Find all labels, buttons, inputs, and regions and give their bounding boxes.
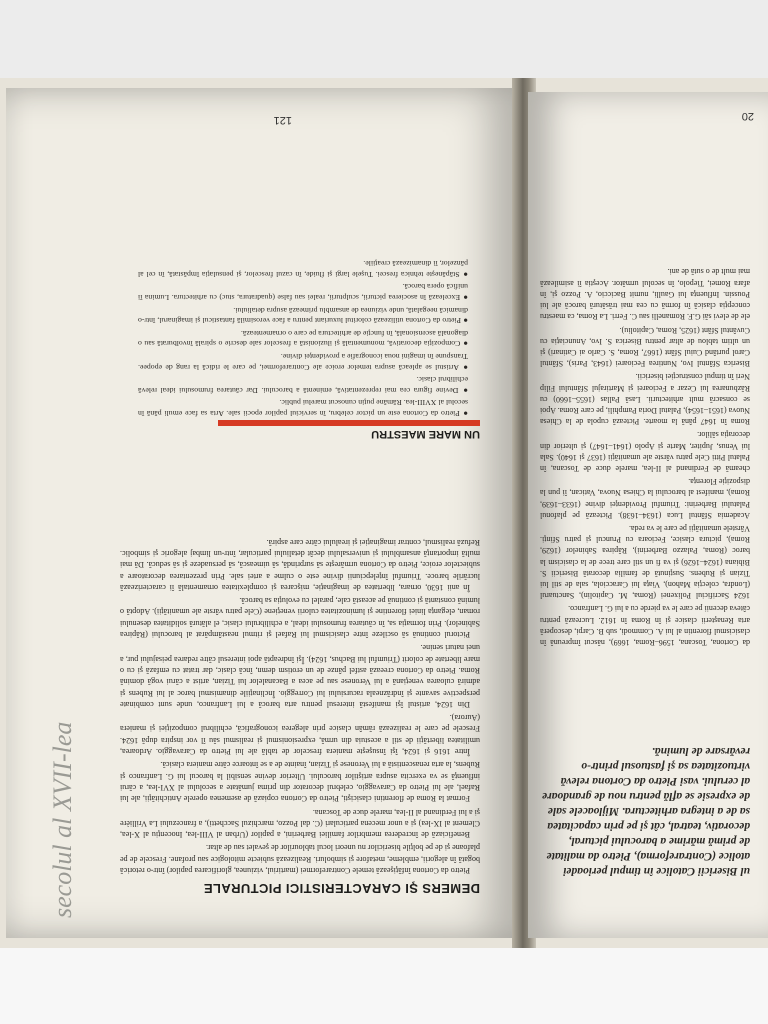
paragraph: Pietro da Cortona înfăţişează temele Contrareformei (martiriul, viziunea, glorificarea papilor) într-o retorică bogată în alegorii, embleme, metafore şi simboluri. Realizează subiecte mitologice sau profane. Frescele de pe plafoane şi de pe bolţile bisericilor nu uneori locul tablourilor de şevalet sau de altar. [120,843,480,875]
bullet-item: ● Pietro da Cortona este un pictor celebru, în serviciul papilor epocii sale. Arta sa face emuli până în secolul al XVIII-lea. Rămâne puţin cunoscut marelui public. [138,398,468,418]
left-page [6,88,520,938]
right-body-text [540,264,750,648]
paragraph: Între 1616 şi 1624, îşi însuşeşte maniera frescelor de tablă ale lui Pietro da Caravaggio. Ardoarea, umilitatea libertăţii de stil a acestuia din urmă, expresionismul şi realismul său îl vor inspira după 1624. Frescele pe care le realizează rămân clasice prin alegerea iconografică, echilibrul compoziţiei şi maniera (Aurora). [120,713,480,757]
paragraph: Biserica Sfântul Ivo, Nuntirea Fecioarei (1643, Paris), Sfântul Carol purtând Cuiul Sfânt (1667, Roma, S. Carlo ai Catinari) şi un ultim tablou de altar pentru Biserica S. Ivo, Anunciaţia cu Cuvântul Sfânt (1625, Roma, Capitoliu). [540,325,750,369]
paragraph: Beneficiază de încrederea membrilor familiei Barberini, a papilor (Urban al VIII-lea, Inocenţiu al X-lea, Clement al IX-lea) şi a unor mecena particulari (C. dal Pozzo, marchizul Sacchetti), a francezului La Vrillière şi a lui Ferdinand al II-lea, marele duce de Toscana. [120,807,480,840]
paragraph: Roma în 1647 până la moarte. Pictează cupola de la Chiesa Nuova (1651–1654), Palatul Doria Pamphili, pe care Roma. Apoi se consacră mult arhitecturii. Lasă Pallas (1655–1660) cu Răzbunarea lui Cezar a Fecioarei şi Martirajul Sfântului Filip Neri în timpul construcţiei bisericii. [540,372,750,427]
paragraph: Din 1624, artistul îşi manifestă interesul pentru arta barocă a lui Lanfranco, unde sunt combinate perspective savante şi îndrăzneala racursiului lui Correggio. Înclinaţiile dinamismul baroc al lui Rubens şi admiră culoarea veneţiană a lui Veronese sau pe acea a Bacanalelor lui Tizian, artist a cărui vogă domină Roma. Pietro da Cortona creează astfel pânze de un erotism demn, încă clasic, dar tratat cu emfază şi cu o mare libertate de colorit (Triumful lui Bachus, 1624). Îşi îndreaptă apoi interesul către redarea peisajului pur, a unei naturi senine. [120,643,480,709]
open-book [0,78,768,948]
body-text [120,534,480,876]
bullet-item: ● Compoziţia decorativă, monumentală şi iluzionistă a frescelor sale descrie o spirală învolburată sau o diagonală ascensională, în funcţie de arhitectura pe care o ornamentează. [138,328,468,349]
paragraph: ele de elevi săi G.F. Romanelli sau C. Ferri. La Roma, ca maestru concepţia clasică în formă cu cea mai trăsătură barocă ale lui Poussin. Influenţa lui Gaulli, numit Baciccio, A. Pozzo şi, în afara Romei, Tiepolo, în secolul următor. Aceştia îi asimilează mai mult de o sută de ani. [540,267,750,322]
page-number: 121 [273,114,292,126]
bullet-item: ● Stăpâneşte tehnica frescei. Tuşele largi şi fluide, în cazul frescelor, şi pensulaţia împăstată, în cel al pânzelor, îi dinamizează creaţiile. [138,259,468,279]
sidebar-title-text: secolul al XVII-lea [48,721,77,918]
right-page-rotated-content [528,92,768,938]
paragraph: În anii 1630, ornara, libertatea de imaginaţie, mişcarea şi complexitatea ornamentală îi caracterizează lucrările baroce. Triumful înţelepciunii divine este o culme a artei sale. Prin prezentarea decoratoare a subiectelor eroice, Pietro da Cortona urmăreşte să surprindă, să uimească, să persuadeze şi să seducă. Dă mai multă importanţă ansamblului şi universalului decât detaliului particular, într-un limbaj alegoric şi simbolic. Refuză realismul, contrar imaginaţiei şi irealului către care aspiră. [120,537,480,592]
scan-background-top [0,0,768,78]
bullet-item: ● Devine figura cea mai reprezentativă, eminentă a barocului. Dar căutarea frumosului ideal relevă echilibrul clasic. [138,375,468,395]
paragraph: Academia Sfântul Luca (1634–1638). Pictează pe plafonul Palatului Barberini: Triumful Providenţei divine (1633–1639, Roma), manifest al barocului la Chiesa Nuova, Vatican, îi pun la dispoziţie Florenţa. [540,477,750,520]
section-heading: DEMERS ŞI CARACTERISTICI PICTURALE [203,881,480,896]
page-number: 20 [741,110,754,122]
paragraph: cheamă de Ferdinand al II-lea, marele duce de Toscana, în Palatul Pitti Cele patru vârste ale umanităţii (1637 şi 1640). Sala lui Venus, Jupiter, Marte şi Apolo (1641–1647) şi ulterior din decoraţia sălilor. [540,430,750,473]
sidebar-section-title [24,698,77,918]
left-page-rotated-content [6,88,520,938]
bullet-item: ● Pietro da Cortona utilizează coloritul luxuriant pentru a face verosimilă fantasticul şi imaginarul, într-o dinamică neegalată, unde viziunea de ansamblu primează asupra detaliului. [138,305,468,326]
subheading-block [120,420,480,440]
red-rule [218,420,480,426]
bullet-item: ● Artistul se apleacă asupra temelor eroice ale Contrareformei, pe care le ridică la rang de epopee. Transpune în imagini noua iconografie a providenţei divine. [138,352,468,372]
scan-background-bottom [0,948,768,1024]
paragraph: da Cortona, Toscana, 1596–Roma, 1669), născut împreună în clasicismul florentin al lui A. Commodi, sub B. Carpi, descoperă arta Renaşterii clasice şi în Roma în 1612. Lucrează pentru câteva decenii pe care le va pierde cu a lui G. Lanfranco. [540,604,750,647]
subheading: UN MARE MAESTRU [371,428,480,440]
paragraph: Pictorul continuă să oscileze între clasicismul lui Rafael şi ritmul neastâmpărat al barocului (Răpirea Sabinelor). Prin formaţia sa, în căutarea frumosului ideal, a echilibrului clasic, el alătură soliditatea desenului roman, eleganţa liniei florentine şi luminozitatea culorii veneţiene (Cele patru vârste ale umanităţii). Adoptă o lumină constantă şi continuă pe această cale, paralel cu evoluţia sa barocă. [120,596,480,640]
right-page [528,92,768,938]
bullet-list [138,256,468,418]
bullet-item: ● Excelează în asocierea picturii, sculpturii, realei sau false (quadratura, stuc) cu arhitectura. Lumina îi unifică opera barocă. [138,282,468,303]
intro-italic-text: ul Bisericii Catolice în timpul perioadei atolice (Contrareforma), Pietro da malitate de primă mărime a barocului pictural, decorativ, teatral, cât şi pe prin capacitatea sa de a integra arhitectura. Mijloacele sale de expresie se află pentru nou de grandoare al cerului. vasi Pietro da Cortona relevă virtuozitatea sa şi fastuosul printr-o revărsare de lumină. [542,745,750,877]
paragraph: Format la Roma de florentini clasicişti, Pietro da Cortona copiază de asemenea operele Antichităţii, ale lui Rafael, ale lui Pietro da Caravaggio, celebrul decorator din prima jumătate a secolului al XVI-lea, a cărui influenţă se va exercita asupra artiştilor barocului. Ulterior devine sensibil la barocul lui G. Lanfranco şi Rubens, la arta renascentistă a lui Veronese şi Tizian, înainte de a se întoarce către maniera clasică. [120,760,480,804]
paragraph: 1624 Sacrificiul Polixenei (Roma, M. Capitolin), Sanctuarul (Londra, colecţia Mahon), Viaţa lui Caracciola, sala de stil lui Tizian şi Rubens. Susţinută de familia decorată Bisericii S. Bibiana (1624–1626) şi va fi un stil care trece de la clasicism la baroc (Roma, Palazzo Barberini), Răpirea Sabinelor (1629, Roma), pictura clasice, Fecioara cu Pruncul şi patru Sfinţi. Vârstele umanităţii pe care le va reda. [540,523,750,601]
